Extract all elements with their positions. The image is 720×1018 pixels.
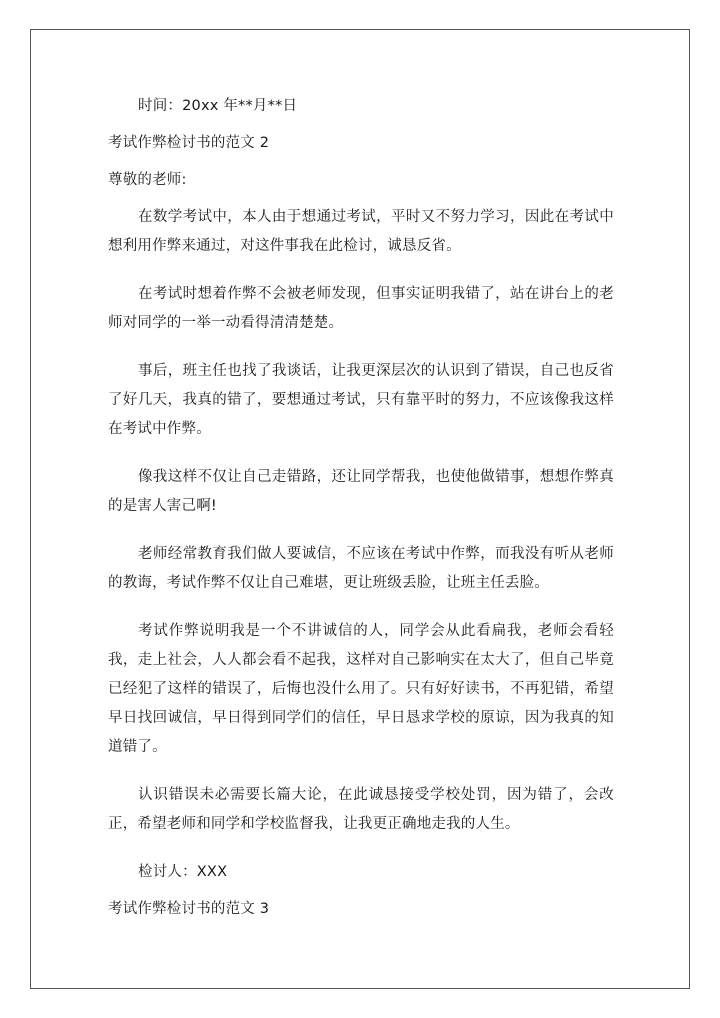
- paragraph-1: 在数学考试中，本人由于想通过考试，平时又不努力学习，因此在考试中想利用作弊来通过，对这件事我在此检讨，诚恳反省。: [108, 209, 614, 254]
- section-heading-3: 考试作弊检讨书的范文 3: [108, 901, 270, 917]
- paragraph-7: 认识错误未必需要长篇大论，在此诚恳接受学校处罚，因为错了，会改正，希望老师和同学和学校监督我，让我更正确地走我的人生。: [108, 787, 614, 832]
- salutation: 尊敬的老师:: [108, 172, 187, 188]
- date-line: 时间：20xx 年**月**日: [138, 98, 298, 114]
- document-body: [108, 92, 614, 924]
- signature-line: 检讨人：XXX: [138, 864, 228, 880]
- paragraph-6: 考试作弊说明我是一个不讲诚信的人，同学会从此看扁我，老师会看轻我，走上社会，人人都会看不起我，这样对自己影响实在太大了，但自己毕竟已经犯了这样的错误了，后悔也没什么用了。只有好好读书，不再犯错，希望早日找回诚信，早日得到同学们的信任，早日恳求学校的原谅，因为我真的知道错了。: [108, 623, 614, 755]
- section-heading-2: 考试作弊检讨书的范文 2: [108, 135, 270, 151]
- paragraph-3: 事后，班主任也找了我谈话，让我更深层次的认识到了错误，自己也反省了好几天，我真的错了，要想通过考试，只有靠平时的努力，不应该像我这样在考试中作弊。: [108, 363, 614, 437]
- paragraph-4: 像我这样不仅让自己走错路，还让同学帮我，也使他做错事，想想作弊真的是害人害己啊!: [108, 469, 614, 514]
- paragraph-5: 老师经常教育我们做人要诚信，不应该在考试中作弊，而我没有听从老师的教诲，考试作弊不仅让自己难堪，更让班级丢脸，让班主任丢脸。: [108, 546, 614, 591]
- paragraph-2: 在考试时想着作弊不会被老师发现，但事实证明我错了，站在讲台上的老师对同学的一举一动看得清清楚楚。: [108, 286, 614, 331]
